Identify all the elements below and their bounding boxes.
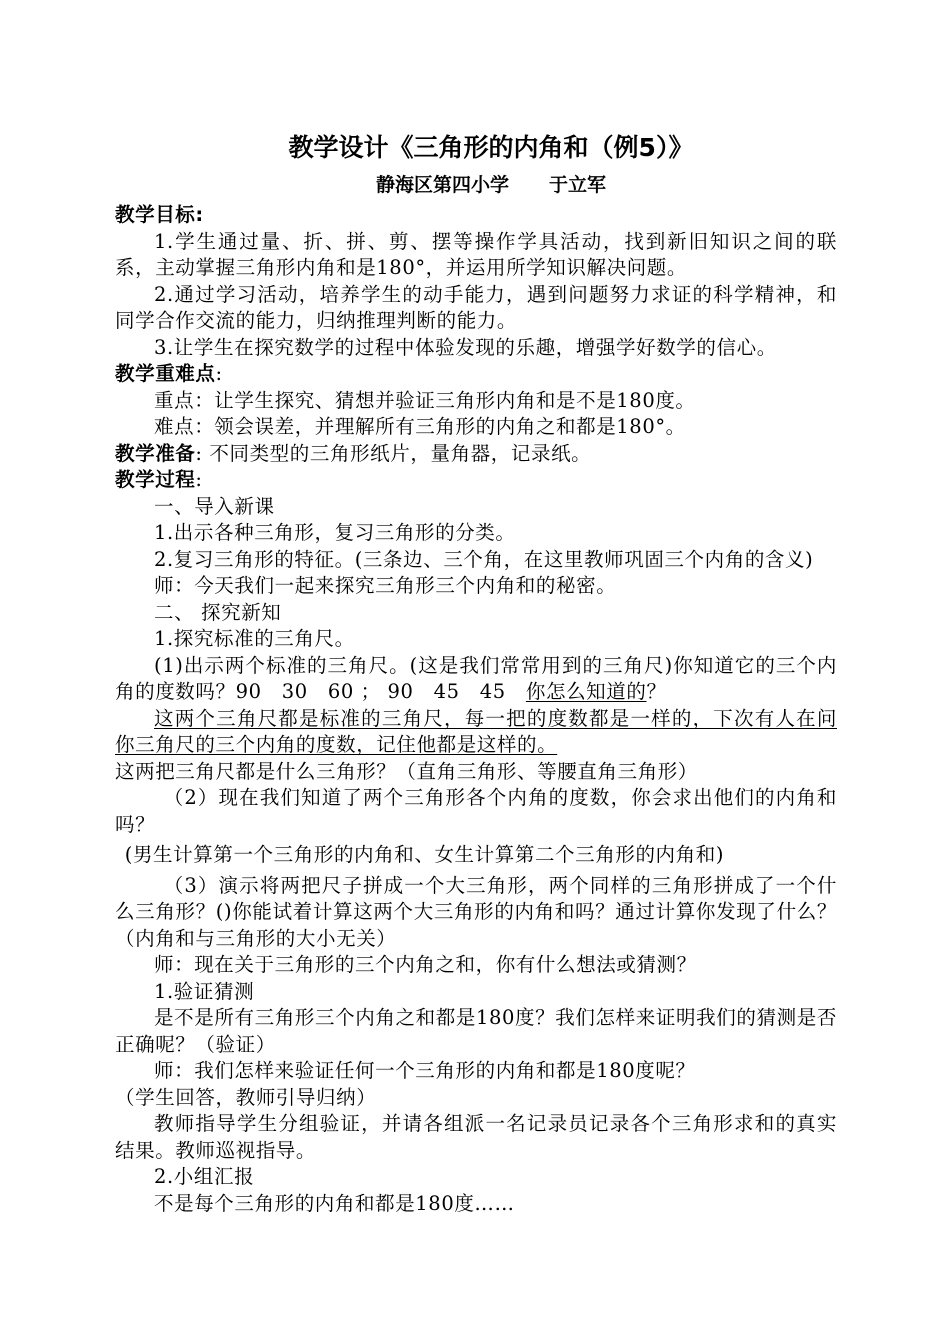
process-p16: 师：我们怎样来验证任何一个三角形的内角和都是180度呢？ [154,1059,696,1082]
process-p20: 不是每个三角形的内角和都是180度…… [154,1191,515,1215]
objective-1: 1.学生通过量、折、拼、剪、摆等操作学具活动，找到新旧知识之间的联系，主动掌握三角形内角和是180°，并运用所学知识解决问题。 [115,229,837,279]
process-p19: 2.小组汇报 [154,1165,255,1188]
process-p5: 二、 探究新知 [154,600,282,624]
process-p2: 1.出示各种三角形，复习三角形的分类。 [154,521,516,544]
key-points-heading: 教学重难点 [115,362,216,385]
objective-3: 3.让学生在探究数学的过程中体验发现的乐趣，增强学好数学的信心。 [154,335,777,359]
process-p7-underlined: 你怎么知道的 [525,680,647,703]
author-name: 于立军 [549,174,607,196]
key-points-colon: : [215,362,223,385]
process-p3: 2.复习三角形的特征。(三条边、三个角，在这里教师巩固三个内角的含义) [154,547,814,571]
prep-line [115,441,837,468]
process-p7 [115,653,837,706]
process-heading-line [115,467,837,494]
process-p15: 是不是所有三角形三个内角之和都是180度？我们怎样来证明我们的猜测是否正确呢？（验证） [115,1006,837,1056]
process-p9: 这两把三角尺都是什么三角形？（直角三角形、等腰直角三角形） [115,759,698,783]
process-p10: （2）现在我们知道了两个三角形各个内角的度数，你会求出他们的内角和吗？ [115,786,837,836]
key-points-heading-line [115,361,837,388]
process-p14: 1.验证猜测 [154,979,255,1003]
process-p7-text: (1)出示两个标准的三角尺。(这是我们常常用到的三角尺)你知道它的三个内角的度数吗？90 30 60 ； 90 45 45 [115,653,837,703]
process-heading: 教学过程 [115,468,196,491]
prep-text: : 不同类型的三角形纸片，量角器，记录纸。 [195,441,592,465]
process-p6: 1.探究标准的三角尺。 [154,627,355,650]
process-p4: 师：今天我们一起来探究三角形三个内角和的秘密。 [154,574,617,597]
process-p1: 一、导入新课 [154,494,275,518]
process-p13: 师：现在关于三角形的三个内角之和，你有什么想法或猜测？ [154,953,697,976]
document-title: 教学设计《三角形的内角和（例5）》 [288,133,694,162]
key-point: 重点：让学生探究、猜想并验证三角形内角和是不是180度。 [154,388,696,412]
school-name: 静海区第四小学 [375,174,509,196]
process-p12: （3）演示将两把尺子拼成一个大三角形，两个同样的三角形拼成了一个什么三角形？()你能试着计算这两个大三角形的内角和吗？通过计算你发现了什么？（内角和与三角形的大小无关） [115,873,837,950]
document-page [115,128,837,1217]
difficult-point: 难点：领会误差，并理解所有三角形的内角之和都是180°。 [154,415,686,438]
process-p17: （学生回答，教师引导归纳） [115,1085,377,1109]
process-p11: (男生计算第一个三角形的内角和、女生计算第二个三角形的内角和) [124,843,725,866]
objective-2: 2.通过学习活动，培养学生的动手能力，遇到问题努力求证的科学精神，和同学合作交流的能力，归纳推理判断的能力。 [115,282,837,332]
process-p7-end: ？ [646,680,667,703]
process-p8: 这两个三角尺都是标准的三角尺，每一把的度数都是一样的，下次有人在问你三角尺的三个内角的度数，记住他都是这样的。 [115,706,837,756]
author-line [115,168,837,202]
objectives-heading: 教学目标: [115,203,204,226]
process-colon: : [195,468,203,491]
process-p18: 教师指导学生分组验证，并请各组派一名记录员记录各个三角形求和的真实结果。教师巡视指导。 [115,1112,837,1162]
prep-heading: 教学准备 [115,441,196,465]
